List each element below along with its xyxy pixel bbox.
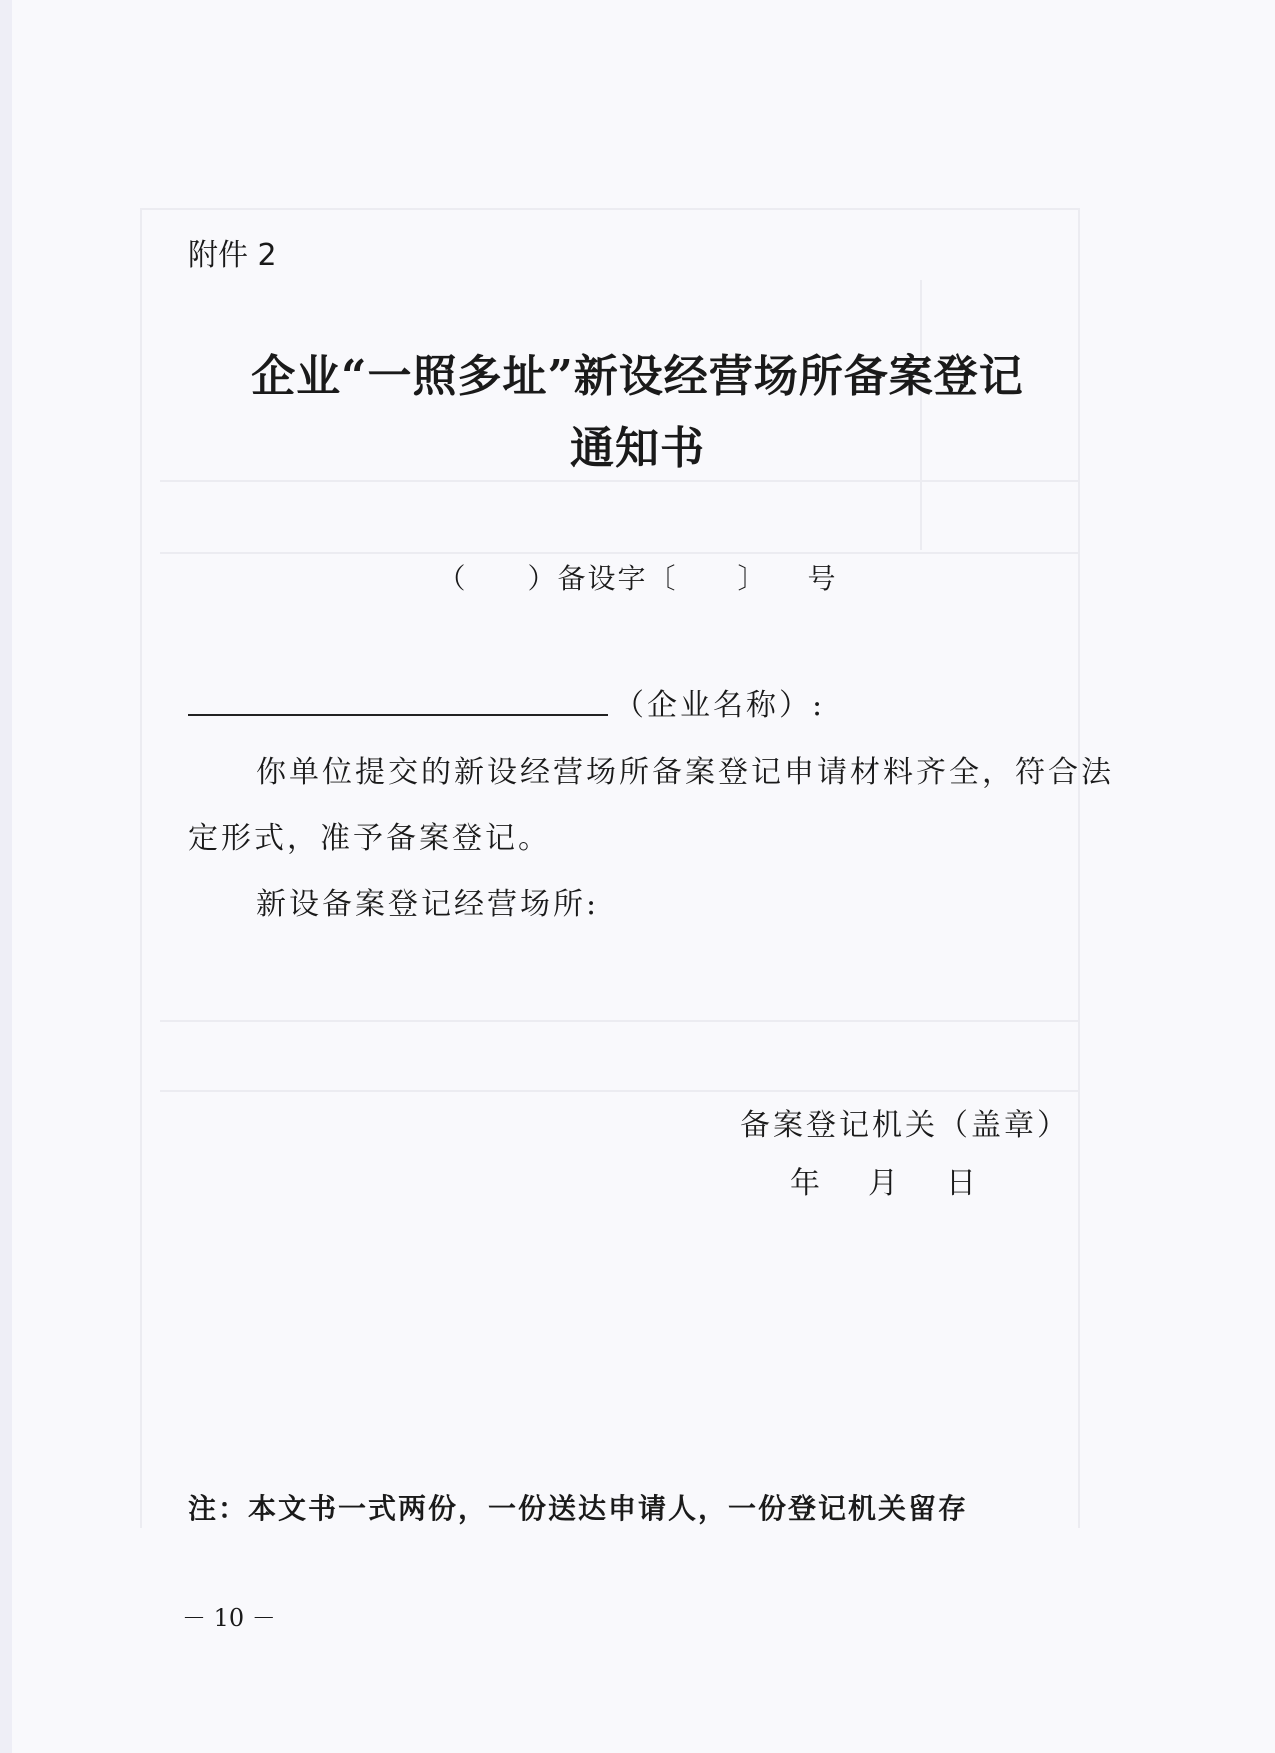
registration-authority: 备案登记机关（盖章） [740,1108,1070,1143]
document-number [0,557,1275,597]
addressee-line [188,680,825,724]
date-month: 月 [868,1166,898,1201]
addressee-suffix: （企业名称）: [614,688,826,723]
bleed-through-line [160,1090,1080,1092]
bleed-through-line [140,208,1080,210]
bleed-through-line [160,1020,1080,1022]
bleed-through-line [160,552,1080,554]
docno-close-bracket: 〕 [737,562,768,595]
bleed-through-line [160,480,1080,482]
docno-open-paren: （ [437,562,468,595]
bleed-through-line [140,208,142,1528]
date-day: 日 [946,1166,976,1201]
page-number: － 10 － [182,1604,276,1632]
new-premises-label: 新设备案登记经营场所: [256,887,600,922]
footnote: 注：本文书一式两份，一份送达申请人，一份登记机关留存 [188,1492,969,1525]
date-year: 年 [790,1166,820,1201]
approval-paragraph: 你单位提交的新设经营场所备案登记申请材料齐全，符合法定形式，准予备案登记。 [188,755,1114,856]
date-line [790,1158,1024,1202]
company-name-blank [188,714,608,716]
document-title-line1: 企业“一照多址”新设经营场所备案登记 [251,351,1024,402]
document-title-line2: 通知书 [570,423,705,474]
docno-hao: 号 [807,562,838,595]
attachment-label: 附件 2 [188,238,277,273]
docno-middle: ）备设字〔 [527,562,678,595]
